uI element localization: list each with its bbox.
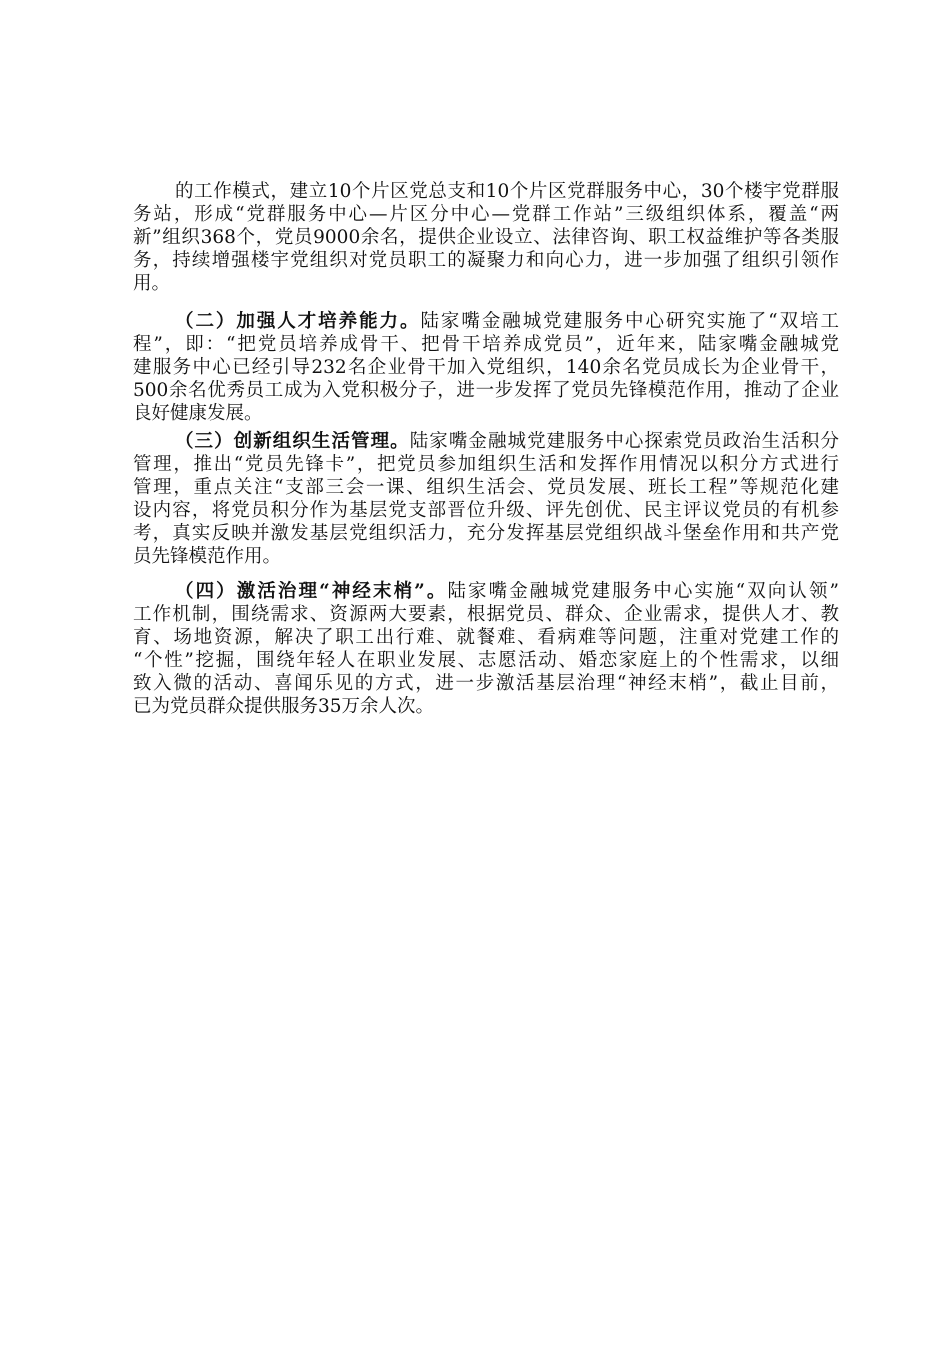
- text-line: 用。: [133, 273, 171, 294]
- section-heading: （三）创新组织生活管理。: [175, 431, 410, 452]
- text-line: 已为党员群众提供服务35万余人次。: [133, 696, 435, 717]
- text-segment: 陆家嘴金融城党建服务中心实施“双向认领”: [447, 581, 839, 602]
- text-line: 考，真实反映并激发基层党组织活力，充分发挥基层党组织战斗堡垒作用和共产党: [133, 523, 839, 544]
- paragraph-talent-training: [133, 310, 839, 425]
- paragraph-work-model: [133, 180, 839, 295]
- text-line: 的工作模式，建立10个片区党总支和10个片区党群服务中心，30个楼宇党群服: [175, 181, 839, 202]
- text-line: 建服务中心已经引导232名企业骨干加入党组织，140余名党员成长为企业骨干，: [133, 357, 839, 378]
- paragraph-governance: [133, 580, 839, 718]
- text-line: 育、场地资源，解决了职工出行难、就餐难、看病难等问题，注重对党建工作的: [133, 627, 839, 648]
- section-heading: （四）激活治理“神经末梢”。: [175, 581, 448, 602]
- text-line: [133, 430, 839, 453]
- text-line: [133, 310, 839, 333]
- text-line: 管理，重点关注“支部三会一课、组织生活会、党员发展、班长工程”等规范化建: [133, 477, 839, 498]
- text-line: 员先锋模范作用。: [133, 546, 282, 567]
- text-line: 程”，即：“把党员培养成骨干、把骨干培养成党员”，近年来，陆家嘴金融城党: [133, 334, 839, 355]
- text-line: 管理，推出“党员先锋卡”，把党员参加组织生活和发挥作用情况以积分方式进行: [133, 454, 839, 475]
- text-line: 务站，形成“党群服务中心—片区分中心—党群工作站”三级组织体系，覆盖“两: [133, 204, 839, 225]
- text-line: 设内容，将党员积分作为基层党支部晋位升级、评先创优、民主评议党员的有机参: [133, 500, 839, 521]
- text-line: 致入微的活动、喜闻乐见的方式，进一步激活基层治理“神经末梢”，截止目前，: [133, 673, 839, 694]
- section-heading: （二）加强人才培养能力。: [175, 311, 421, 332]
- text-segment: 陆家嘴金融城党建服务中心探索党员政治生活积分: [409, 431, 839, 452]
- text-line: “个性”挖掘，围绕年轻人在职业发展、志愿活动、婚恋家庭上的个性需求，以细: [133, 650, 839, 671]
- text-line: 新”组织368个，党员9000余名，提供企业设立、法律咨询、职工权益维护等各类服: [133, 227, 839, 248]
- text-segment: 陆家嘴金融城党建服务中心研究实施了“双培工: [420, 311, 839, 332]
- text-line: 工作机制，围绕需求、资源两大要素，根据党员、群众、企业需求，提供人才、教: [133, 604, 839, 625]
- text-line: [133, 580, 839, 603]
- text-line: 良好健康发展。: [133, 403, 263, 424]
- text-line: 500余名优秀员工成为入党积极分子，进一步发挥了党员先锋模范作用，推动了企业: [133, 380, 839, 401]
- paragraph-organization-life: [133, 430, 839, 568]
- text-line: 务，持续增强楼宇党组织对党员职工的凝聚力和向心力，进一步加强了组织引领作: [133, 250, 839, 271]
